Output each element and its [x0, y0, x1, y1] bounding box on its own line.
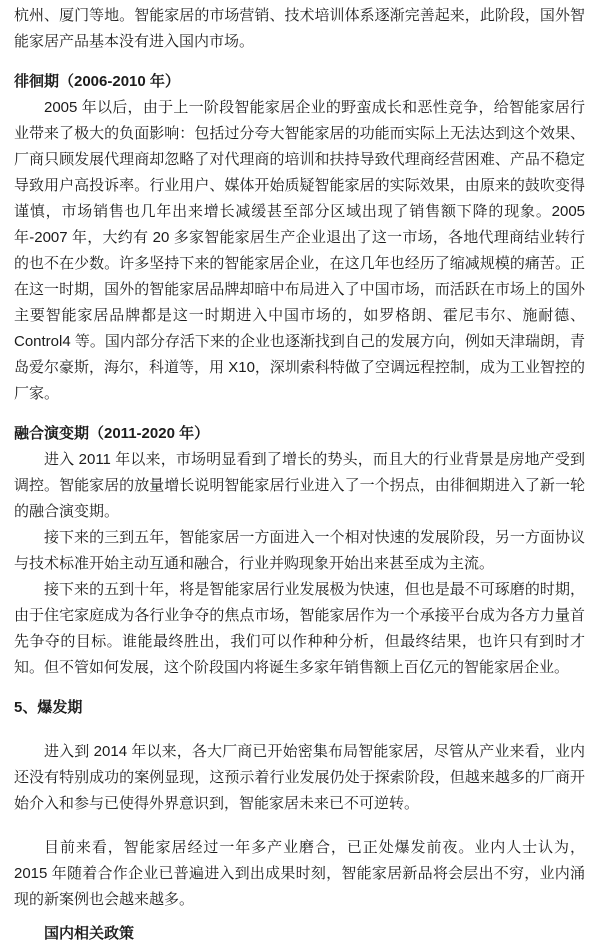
section-heading-wandering-period: 徘徊期（2006-2010 年）: [14, 73, 180, 90]
paragraph-wandering-period-body: 2005 年以后，由于上一阶段智能家居企业的野蛮成长和恶性竞争，给智能家居行业带来了极大的负面影响：包括过分夸大智能家居的功能而实际上无法达到这个效果、厂商只顾发展代理商却忽略了对代理商的培训和扶持导致代理商经营困难、产品不稳定导致用户高投诉率。行业用户、媒体开始质疑智能家居的实际效果，由原来的鼓吹变得谨慎，市场销售也几年出来增长减缓甚至部分区域出现了销售额下降的现象。2005 年-2007 年，大约有 20 多家智能家居生产企业退出了这一市场，各地代理商结业转行的也不在少数。许多坚持下来的智能家居企业，在这几年也经历了缩减规模的痛苦。正在这一时期，国外的智能家居品牌却暗中布局进入了中国市场，而活跃在市场上的国外主要智能家居品牌都是这一时期进入中国市场的，如罗格朗、霍尼韦尔、施耐德、Control4 等。国内部分存活下来的企业也逐渐找到自己的发展方向，例如天津瑞朗，青岛爱尔豪斯，海尔，科道等，用 X10，深圳索科特做了空调远程控制，成为工业智控的厂家。: [14, 99, 585, 402]
paragraph-next-five-to-ten-years: 接下来的五到十年，将是智能家居行业发展极为快速，但也是最不可琢磨的时期，由于住宅家庭成为各行业争夺的焦点市场，智能家居作为一个承接平台成为各方力量首先争夺的目标。谁能最终胜出，我们可以作种种分析，但最终结果，也许只有到时才知。但不管如何发展，这个阶段国内将诞生多家年销售额上百亿元的智能家居企业。: [14, 581, 585, 676]
paragraph-since-2014: 进入到 2014 年以来，各大厂商已开始密集布局智能家居，尽管从产业来看，业内还没有特别成功的案例显现，这预示着行业发展仍处于探索阶段，但越来越多的厂商开始介入和参与已使得外界意识到，智能家居未来已不可逆转。: [14, 743, 585, 812]
section-heading-explosion-period: 5、爆发期: [14, 699, 83, 716]
paragraph-next-three-to-five-years: 接下来的三到五年，智能家居一方面进入一个相对快速的发展阶段，另一方面协议与技术标准开始主动互通和融合，行业并购现象开始出来甚至成为主流。: [14, 529, 585, 572]
paragraph-since-2011: 进入 2011 年以来，市场明显看到了增长的势头，而且大的行业背景是房地产受到调控。智能家居的放量增长说明智能家居行业进入了一个拐点，由徘徊期进入了新一轮的融合演变期。: [14, 451, 585, 520]
paragraph-market-continuation: 杭州、厦门等地。智能家居的市场营销、技术培训体系逐渐完善起来，此阶段，国外智能家居产品基本没有进入国内市场。: [14, 7, 585, 50]
paragraph-current-outlook-2015: 目前来看，智能家居经过一年多产业磨合，已正处爆发前夜。业内人士认为，2015 年随着合作企业已普遍进入到出成果时刻，智能家居新品将会层出不穷，业内涌现的新案例也会越来越多。: [14, 839, 585, 908]
section-heading-domestic-policies: 国内相关政策: [44, 925, 135, 942]
section-heading-fusion-evolution-period: 融合演变期（2011-2020 年）: [14, 425, 210, 442]
